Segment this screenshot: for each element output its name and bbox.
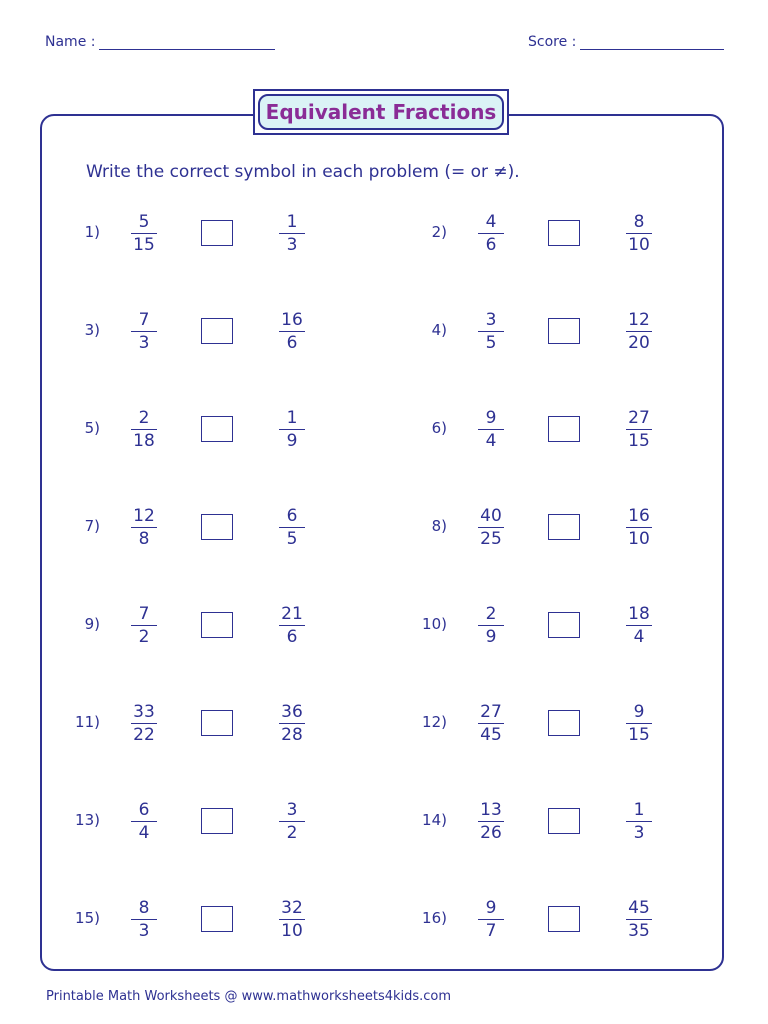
denominator: 22 [133, 725, 155, 745]
denominator: 2 [138, 627, 150, 647]
answer-box[interactable] [201, 710, 233, 736]
numerator: 1 [279, 212, 305, 234]
denominator: 25 [480, 529, 502, 549]
fraction [619, 506, 659, 549]
problem-item [401, 209, 701, 259]
fraction [619, 800, 659, 843]
fraction [272, 604, 312, 647]
numerator: 36 [279, 702, 305, 724]
denominator: 6 [485, 235, 497, 255]
problem-item [54, 699, 354, 749]
denominator: 15 [628, 725, 650, 745]
answer-box[interactable] [201, 318, 233, 344]
problem-item [54, 601, 354, 651]
fraction [471, 800, 511, 843]
answer-box[interactable] [548, 906, 580, 932]
denominator: 26 [480, 823, 502, 843]
answer-box[interactable] [201, 416, 233, 442]
fraction [619, 898, 659, 941]
denominator: 4 [485, 431, 497, 451]
numerator: 18 [626, 604, 652, 626]
numerator: 9 [478, 898, 504, 920]
problem-number: 2) [431, 223, 447, 241]
fraction [471, 702, 511, 745]
problem-item [54, 209, 354, 259]
problem-number: 1) [84, 223, 100, 241]
problem-item [401, 895, 701, 945]
numerator: 7 [131, 604, 157, 626]
denominator: 8 [138, 529, 150, 549]
denominator: 3 [286, 235, 298, 255]
fraction [619, 408, 659, 451]
numerator: 1 [279, 408, 305, 430]
fraction [124, 310, 164, 353]
denominator: 18 [133, 431, 155, 451]
denominator: 5 [485, 333, 497, 353]
problem-number: 9) [84, 615, 100, 633]
fraction [124, 898, 164, 941]
answer-box[interactable] [201, 906, 233, 932]
fraction [272, 310, 312, 353]
numerator: 3 [279, 800, 305, 822]
fraction [619, 702, 659, 745]
title-banner [253, 89, 509, 135]
numerator: 1 [626, 800, 652, 822]
problem-number: 12) [422, 713, 447, 731]
numerator: 2 [478, 604, 504, 626]
footer-credit: Printable Math Worksheets @ www.mathworksheets4kids.com [46, 989, 452, 1004]
fraction [471, 408, 511, 451]
problem-number: 5) [84, 419, 100, 437]
denominator: 10 [628, 235, 650, 255]
problem-item [401, 307, 701, 357]
answer-box[interactable] [548, 808, 580, 834]
fraction [619, 604, 659, 647]
fraction [471, 898, 511, 941]
numerator: 5 [131, 212, 157, 234]
numerator: 9 [478, 408, 504, 430]
denominator: 45 [480, 725, 502, 745]
numerator: 13 [478, 800, 504, 822]
numerator: 12 [626, 310, 652, 332]
problem-number: 8) [431, 517, 447, 535]
numerator: 4 [478, 212, 504, 234]
numerator: 16 [279, 310, 305, 332]
fraction [124, 800, 164, 843]
denominator: 5 [286, 529, 298, 549]
fraction [272, 898, 312, 941]
fraction [471, 506, 511, 549]
denominator: 15 [628, 431, 650, 451]
numerator: 8 [626, 212, 652, 234]
numerator: 21 [279, 604, 305, 626]
problem-item [54, 307, 354, 357]
score-field[interactable] [528, 33, 724, 50]
numerator: 16 [626, 506, 652, 528]
numerator: 3 [478, 310, 504, 332]
fraction [124, 604, 164, 647]
problem-item [401, 699, 701, 749]
answer-box[interactable] [201, 220, 233, 246]
denominator: 10 [281, 921, 303, 941]
answer-box[interactable] [548, 318, 580, 344]
denominator: 9 [286, 431, 298, 451]
numerator: 8 [131, 898, 157, 920]
problem-item [401, 405, 701, 455]
problem-number: 10) [422, 615, 447, 633]
denominator: 10 [628, 529, 650, 549]
denominator: 7 [485, 921, 497, 941]
fraction [471, 310, 511, 353]
fraction [124, 506, 164, 549]
answer-box[interactable] [548, 514, 580, 540]
problem-number: 13) [75, 811, 100, 829]
numerator: 45 [626, 898, 652, 920]
fraction [471, 212, 511, 255]
denominator: 4 [138, 823, 150, 843]
answer-box[interactable] [201, 514, 233, 540]
problem-item [54, 405, 354, 455]
problem-item [54, 503, 354, 553]
denominator: 6 [286, 333, 298, 353]
numerator: 2 [131, 408, 157, 430]
problem-number: 14) [422, 811, 447, 829]
problem-number: 16) [422, 909, 447, 927]
numerator: 33 [131, 702, 157, 724]
score-line[interactable] [580, 33, 724, 50]
fraction [272, 506, 312, 549]
fraction [272, 408, 312, 451]
denominator: 35 [628, 921, 650, 941]
problem-number: 7) [84, 517, 100, 535]
problem-item [401, 503, 701, 553]
answer-box[interactable] [201, 612, 233, 638]
numerator: 6 [279, 506, 305, 528]
numerator: 7 [131, 310, 157, 332]
fraction [272, 212, 312, 255]
score-label: Score : [528, 34, 577, 50]
instructions: Write the correct symbol in each problem (= or ≠). [86, 162, 520, 182]
denominator: 28 [281, 725, 303, 745]
name-field[interactable] [45, 33, 275, 50]
fraction [619, 212, 659, 255]
denominator: 3 [138, 333, 150, 353]
problem-number: 15) [75, 909, 100, 927]
denominator: 3 [138, 921, 150, 941]
problem-number: 6) [431, 419, 447, 437]
fraction [619, 310, 659, 353]
problem-item [54, 895, 354, 945]
problem-number: 3) [84, 321, 100, 339]
problem-item [54, 797, 354, 847]
answer-box[interactable] [548, 416, 580, 442]
denominator: 4 [633, 627, 645, 647]
denominator: 6 [286, 627, 298, 647]
answer-box[interactable] [548, 612, 580, 638]
answer-box[interactable] [201, 808, 233, 834]
numerator: 40 [478, 506, 504, 528]
denominator: 15 [133, 235, 155, 255]
problem-item [401, 797, 701, 847]
fraction [272, 702, 312, 745]
fraction [471, 604, 511, 647]
problem-number: 4) [431, 321, 447, 339]
page-title: Equivalent Fractions [258, 94, 504, 130]
numerator: 27 [478, 702, 504, 724]
denominator: 9 [485, 627, 497, 647]
numerator: 9 [626, 702, 652, 724]
fraction [124, 212, 164, 255]
problem-number: 11) [75, 713, 100, 731]
fraction [124, 408, 164, 451]
name-label: Name : [45, 34, 96, 50]
numerator: 32 [279, 898, 305, 920]
fraction [124, 702, 164, 745]
problem-item [401, 601, 701, 651]
denominator: 2 [286, 823, 298, 843]
answer-box[interactable] [548, 220, 580, 246]
denominator: 20 [628, 333, 650, 353]
numerator: 12 [131, 506, 157, 528]
name-line[interactable] [99, 33, 275, 50]
numerator: 6 [131, 800, 157, 822]
numerator: 27 [626, 408, 652, 430]
answer-box[interactable] [548, 710, 580, 736]
denominator: 3 [633, 823, 645, 843]
fraction [272, 800, 312, 843]
